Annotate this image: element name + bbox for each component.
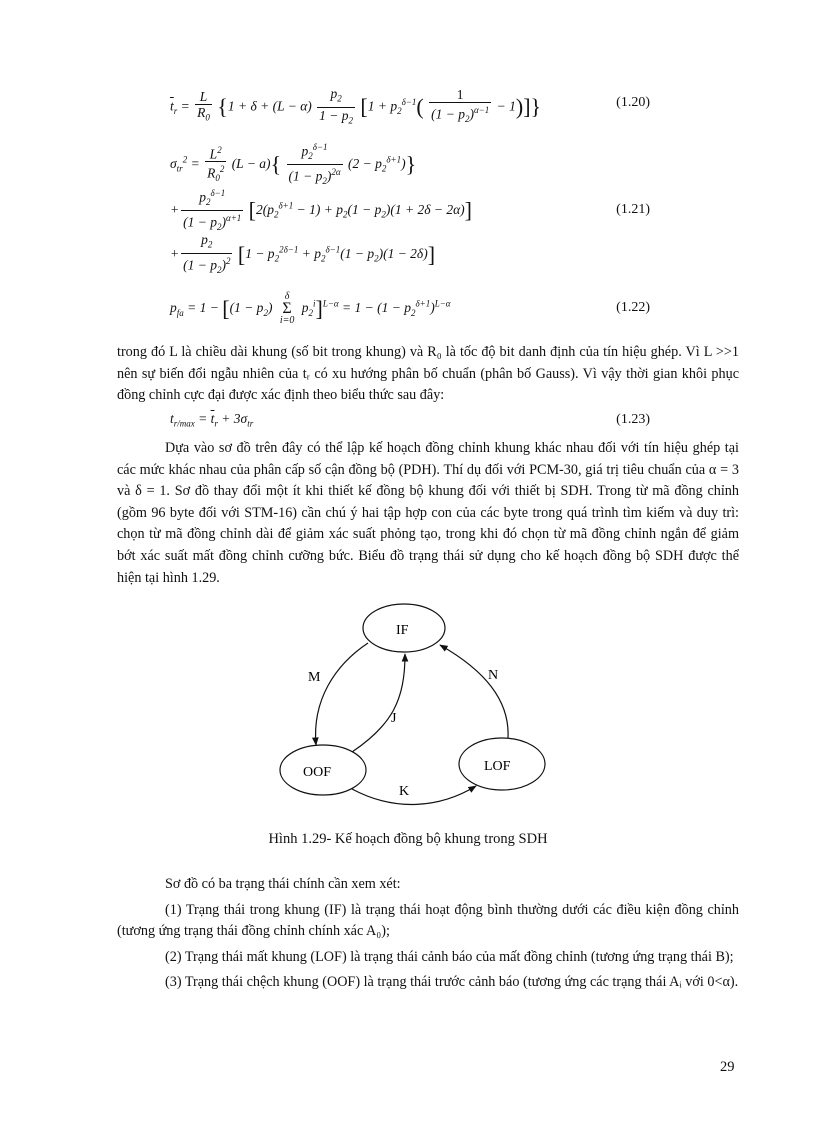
equation-number: (1.21) xyxy=(616,202,650,217)
paragraph-text: Sơ đồ có ba trạng thái chính cần xem xét: xyxy=(165,876,401,892)
transition-m-label: M xyxy=(308,670,321,685)
figure-caption: Hình 1.29- Kế hoạch đồng bộ khung trong SDH xyxy=(268,831,548,847)
transition-m-arrow xyxy=(316,643,368,745)
equation-1-22: $p_{fa} = 1 - [(1 - p_2)$ δ Σ i=0 $p_2^i]^{L-\alpha} = 1 - (1 - p_2^{\delta+1})^{L-\alpha}$ (1.22) xyxy=(170,291,650,326)
state-if-label: IF xyxy=(396,623,409,638)
equation-number: (1.23) xyxy=(616,412,650,427)
paragraph-text: trong đó L là chiều dài khung (số bit trong khung) và R₀ là tốc độ bit danh định của tín hiệu ghép. Vì L >>1 nên sự biến đổi ngẫu nhiên của tᵣ có xu hướng phân bố chuẩn (phân bố Gauss). Vì vậy thời gian khôi phục đồng chỉnh cực đại được xác định theo biểu thức sau đây: xyxy=(117,344,739,404)
transition-n-label: N xyxy=(488,668,499,683)
transition-k-label: K xyxy=(399,784,410,799)
transition-j-arrow xyxy=(352,654,405,752)
paragraph-text: (2) Trạng thái mất khung (LOF) là trạng thái cảnh báo của mất đồng chỉnh (tương ứng trạng thái B); xyxy=(165,948,734,965)
equation-number: (1.20) xyxy=(616,95,650,110)
paragraph-text: (1) Trạng thái trong khung (IF) là trạng thái hoạt động bình thường dưới các điều kiện đồng chỉnh (tương ứng trạng thái đồng chỉnh chính xác A₀); xyxy=(117,901,739,940)
equation-1-20: $\overline{t}_r$ = $\frac{L}{R_0}$ {1 + δ + (L − α) $\frac{p_2}{1 - p_2}$ [$1 + p_2^{\delta-1}$( $\frac{1}{(1 - p_2)^{\alpha-1}}$ − 1)]} (1.20) xyxy=(170,86,650,126)
equation-number: (1.22) xyxy=(616,300,650,315)
paragraph-text: (3) Trạng thái chệch khung (OOF) là trạng thái trước cảnh báo (tương ứng các trạng thái Aᵢ với 0<α). xyxy=(165,974,739,991)
transition-j-label: J xyxy=(391,711,397,726)
paragraph-text: Dựa vào sơ đồ trên đây có thể lập kế hoạch đồng chỉnh khung khác nhau đối với tín hiệu ghép tại các mức khác nhau của phân cấp số cận đồng bộ (PDH). Thí dụ đối với PCM-30, giá trị tiêu chuẩn của α = 3 và δ = 1. Sơ đồ thay đổi một ít khi thiết kế đồng bộ khung đối với thiết bị SDH. Trong từ mã đồng chỉnh (gồm 96 byte đối với STM-16) cần chú ý hai tập hợp con của các byte trong quá trình tìm kiếm và duy trì: chọn từ mã đồng chỉnh dài để giảm xác suất phỏng tạo, trong khi đó chọn từ mã đồng chỉnh ngắn để giảm bớt xác suất mất đồng chỉnh cưỡng bức. Biểu đồ trạng thái sử dụng cho kế hoạch đồng bộ SDH được thể hiện tại hình 1.29. xyxy=(117,440,739,586)
state-lof-label: LOF xyxy=(484,759,511,774)
paragraph-states-list xyxy=(117,874,739,994)
transition-k-arrow xyxy=(352,786,476,804)
page-number: 29 xyxy=(720,1059,735,1075)
transition-n-arrow xyxy=(440,645,508,738)
equation-1-21: $\sigma_{tr}^2$ = $\frac{L^2}{R_0^2}$ (L − a){ $\frac{p_2^{\delta-1}}{(1 - p_2)^{2\alpha}}$ $(2 - p_2^{\delta+1})$} + $\frac{p_2^{\delta-1}}{(1 - p_2)^{\alpha+1}}$ $[2(p_2^{\delta+1} - 1) + p_2(1 - p_2)(1 + 2\delta - 2\alpha)]$ + $\frac{p_2}{(1 - p_2)^2}$ $[1 - p_2^{2\delta-1} + p_2^{\delta-1}(1 - p_2)(1 - 2\delta)]$ (1.21) xyxy=(170,142,650,275)
state-oof-label: OOF xyxy=(303,765,332,780)
equation-1-23: $t_{r/max} = \overline{t}_r + 3\sigma_{tr}$ (1.23) xyxy=(170,411,650,429)
